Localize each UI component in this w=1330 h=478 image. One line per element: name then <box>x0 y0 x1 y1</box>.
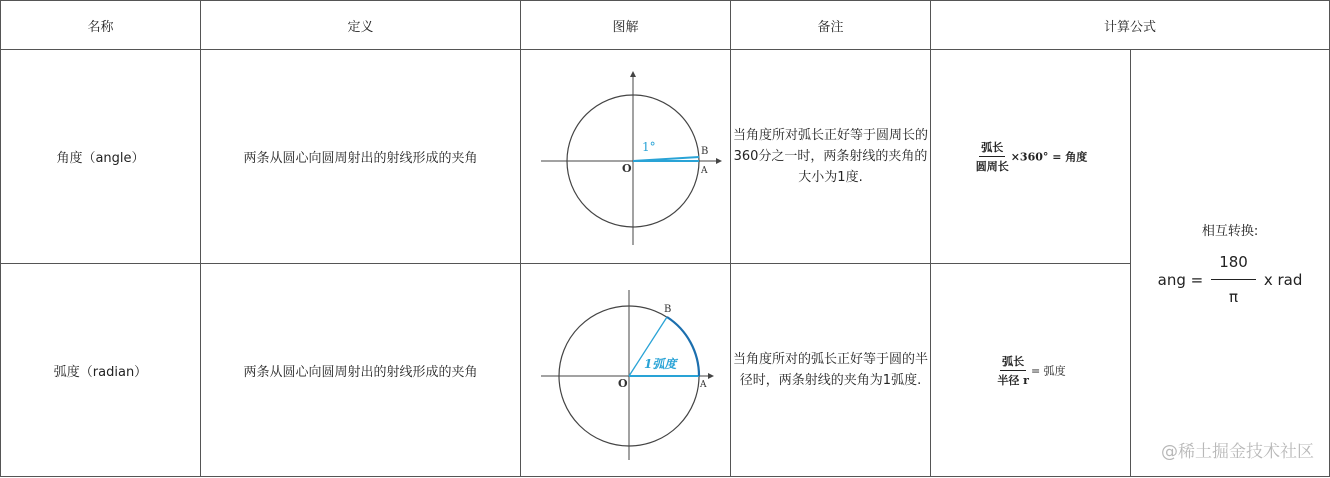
radian-name: 弧度（radian） <box>1 264 201 477</box>
angle-diagram-cell <box>521 50 731 264</box>
angle-point-b: B <box>700 145 708 157</box>
radian-formula-fraction <box>995 353 1031 388</box>
angle-note: 当角度所对弧长正好等于圆周长的360分之一时，两条射线的夹角的大小为1度. <box>731 50 931 264</box>
radian-origin: O <box>617 377 628 390</box>
conversion-numerator: 180 <box>1211 253 1256 280</box>
radian-point-a: A <box>699 380 706 390</box>
header-definition: 定义 <box>201 1 521 50</box>
table-row-angle <box>1 50 1330 264</box>
angle-formula-fraction <box>974 139 1011 174</box>
header-formula: 计算公式 <box>931 1 1330 50</box>
header-diagram: 图解 <box>521 1 731 50</box>
radian-formula-denominator: 半径 r <box>997 373 1029 387</box>
header-name: 名称 <box>1 1 201 50</box>
conversion-denominator: π <box>1229 288 1239 306</box>
angle-name: 角度（angle） <box>1 50 201 264</box>
radian-definition: 两条从圆心向圆周射出的射线形成的夹角 <box>201 264 521 477</box>
conversion-formula <box>1131 253 1329 306</box>
radian-formula <box>931 264 1131 477</box>
radian-formula-rest: = 弧度 <box>1030 364 1066 377</box>
angle-origin: O <box>621 161 632 175</box>
conversion-lhs: ang = <box>1157 270 1204 289</box>
angle-formula-rest: ×360° = 角度 <box>1010 150 1088 164</box>
angle-formula <box>931 50 1131 264</box>
radian-diagram <box>526 270 726 470</box>
angle-formula-numerator: 弧长 <box>979 139 1005 157</box>
header-row <box>1 1 1330 50</box>
radian-point-b: B <box>663 304 671 315</box>
radian-label: 1弧度 <box>643 357 676 371</box>
angle-formula-denominator: 圆周长 <box>975 160 1009 173</box>
watermark: @稀土掘金技术社区 <box>1161 442 1314 462</box>
angle-definition: 两条从圆心向圆周射出的射线形成的夹角 <box>201 50 521 264</box>
conversion-rhs: x rad <box>1263 270 1303 289</box>
conversion-fraction <box>1211 253 1256 306</box>
angle-label: 1° <box>641 139 656 154</box>
conversion-cell <box>1131 50 1330 477</box>
radian-note: 当角度所对的弧长正好等于圆的半径时，两条射线的夹角为1弧度. <box>731 264 931 477</box>
angle-diagram <box>526 57 726 257</box>
header-note: 备注 <box>731 1 931 50</box>
table-row-radian <box>1 264 1330 477</box>
angle-point-a: A <box>700 165 707 176</box>
radian-diagram-cell <box>521 264 731 477</box>
conversion-title: 相互转换: <box>1201 224 1259 239</box>
radian-formula-numerator: 弧长 <box>1000 353 1026 371</box>
